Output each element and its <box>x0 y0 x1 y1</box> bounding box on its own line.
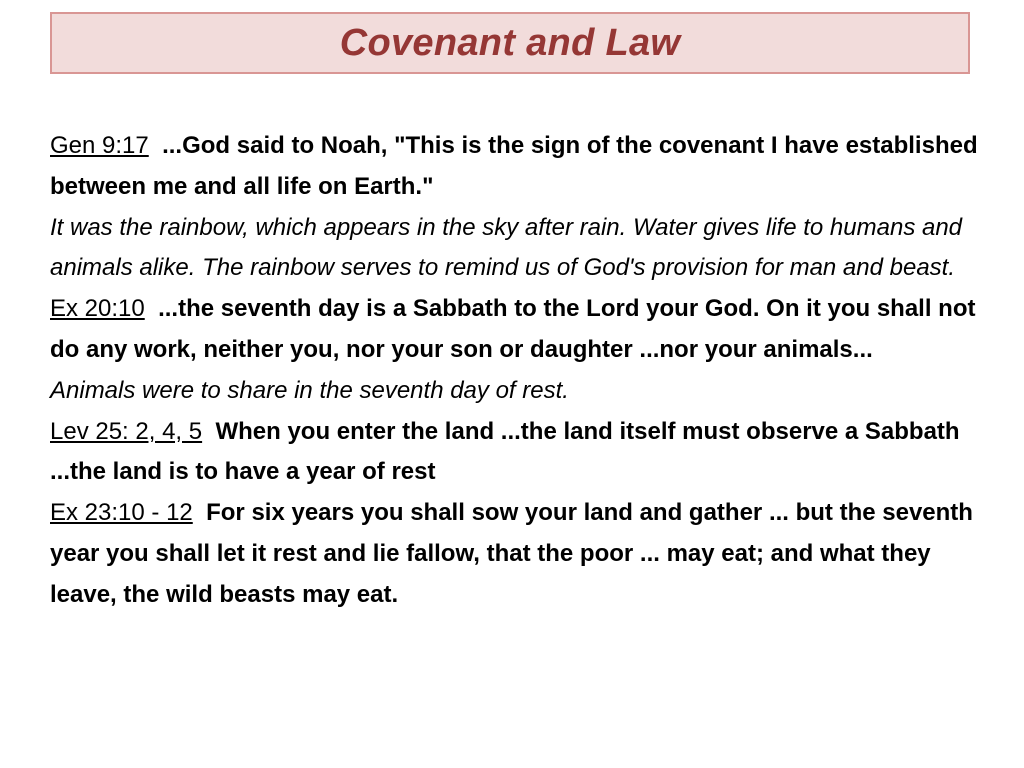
scripture-quote: When you enter the land ...the land itself must observe a Sabbath ...the land is to have a year of rest <box>50 417 960 486</box>
scripture-reference: Gen 9:17 <box>50 132 149 159</box>
passage-gen-9-17 <box>50 126 985 208</box>
scripture-reference: Ex 20:10 <box>50 295 145 323</box>
title-box <box>50 12 970 74</box>
slide-title: Covenant and Law <box>339 21 681 64</box>
scripture-quote: For six years you shall sow your land and gather ... but the seventh year you shall let it rest and lie fallow, that the poor ... may eat; and what they leave, the wild beasts may eat. <box>50 499 973 608</box>
scripture-reference: Ex 23:10 - 12 <box>50 499 193 527</box>
scripture-quote: ...God said to Noah, "This is the sign of the covenant I have established between me and all life on Earth." <box>50 132 978 200</box>
passage-ex-20-10 <box>50 289 985 371</box>
scripture-quote: ...the seventh day is a Sabbath to the Lord your God. On it you shall not do any work, neither you, nor your son or daughter ...nor your animals... <box>50 295 976 363</box>
scripture-reference: Lev 25: 2, 4, 5 <box>50 417 203 445</box>
commentary-rainbow: It was the rainbow, which appears in the sky after rain. Water gives life to humans and animals alike. The rainbow serves to remind us of God's provision for man and beast. <box>50 213 963 282</box>
slide-body <box>50 126 985 616</box>
passage-ex-23-10 <box>50 493 985 615</box>
commentary-sabbath-rest: Animals were to share in the seventh day of rest. <box>50 376 569 404</box>
passage-lev-25 <box>50 412 985 494</box>
